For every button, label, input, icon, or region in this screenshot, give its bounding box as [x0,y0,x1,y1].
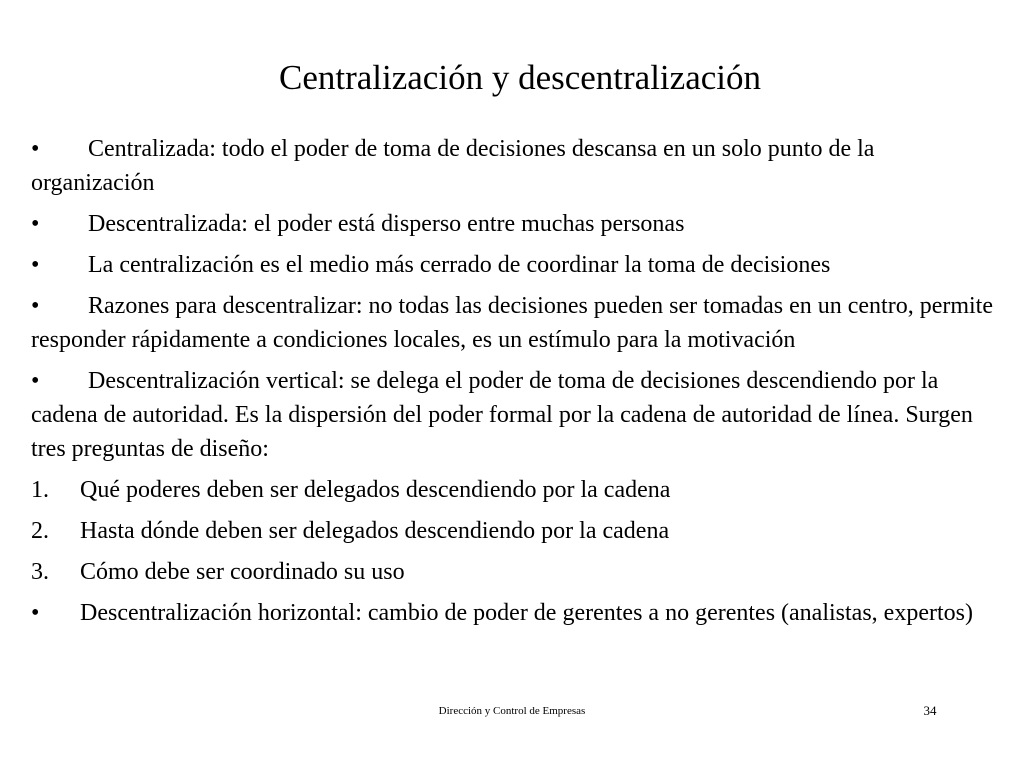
number-marker: 2. [31,518,49,544]
bullet-item [31,132,996,200]
slide-body [31,132,996,637]
numbered-text: Cómo debe ser coordinado su uso [80,559,405,585]
bullet-item [31,364,996,466]
numbered-item [31,473,996,507]
bullet-item [31,207,996,241]
bullet-item [31,596,996,630]
bullet-marker: • [31,368,40,394]
number-marker: 3. [31,559,49,585]
bullet-text: Razones para descentralizar: no todas las decisiones pueden ser tomadas en un centro, permite responder rápidamente a condiciones locales, es un estímulo para la motivación [31,293,993,353]
numbered-text: Hasta dónde deben ser delegados descendiendo por la cadena [80,518,670,544]
footer-text: Dirección y Control de Empresas [438,705,586,717]
bullet-text: La centralización es el medio más cerrado de coordinar la toma de decisiones [88,252,831,278]
bullet-text: Descentralizada: el poder está disperso entre muchas personas [88,211,685,237]
numbered-item [31,514,996,548]
bullet-marker: • [31,252,40,278]
bullet-marker: • [31,293,40,319]
bullet-text: Descentralización horizontal: cambio de poder de gerentes a no gerentes (analistas, expertos) [80,600,973,626]
numbered-text: Qué poderes deben ser delegados descendiendo por la cadena [80,477,671,503]
bullet-marker: • [31,136,40,162]
bullet-marker: • [31,211,40,237]
bullet-marker: • [31,600,40,626]
bullet-text: Centralizada: todo el poder de toma de decisiones descansa en un solo punto de la organización [31,136,875,196]
numbered-item [31,555,996,589]
page-number: 34 [923,703,937,718]
number-marker: 1. [31,477,49,503]
bullet-item [31,289,996,357]
slide-title: Centralización y descentralización [279,58,761,97]
bullet-text: Descentralización vertical: se delega el poder de toma de decisiones descendiendo por la cadena de autoridad. Es la dispersión del poder formal por la cadena de autoridad de línea. Surgen tres preguntas de diseño: [31,368,973,462]
bullet-item [31,248,996,282]
